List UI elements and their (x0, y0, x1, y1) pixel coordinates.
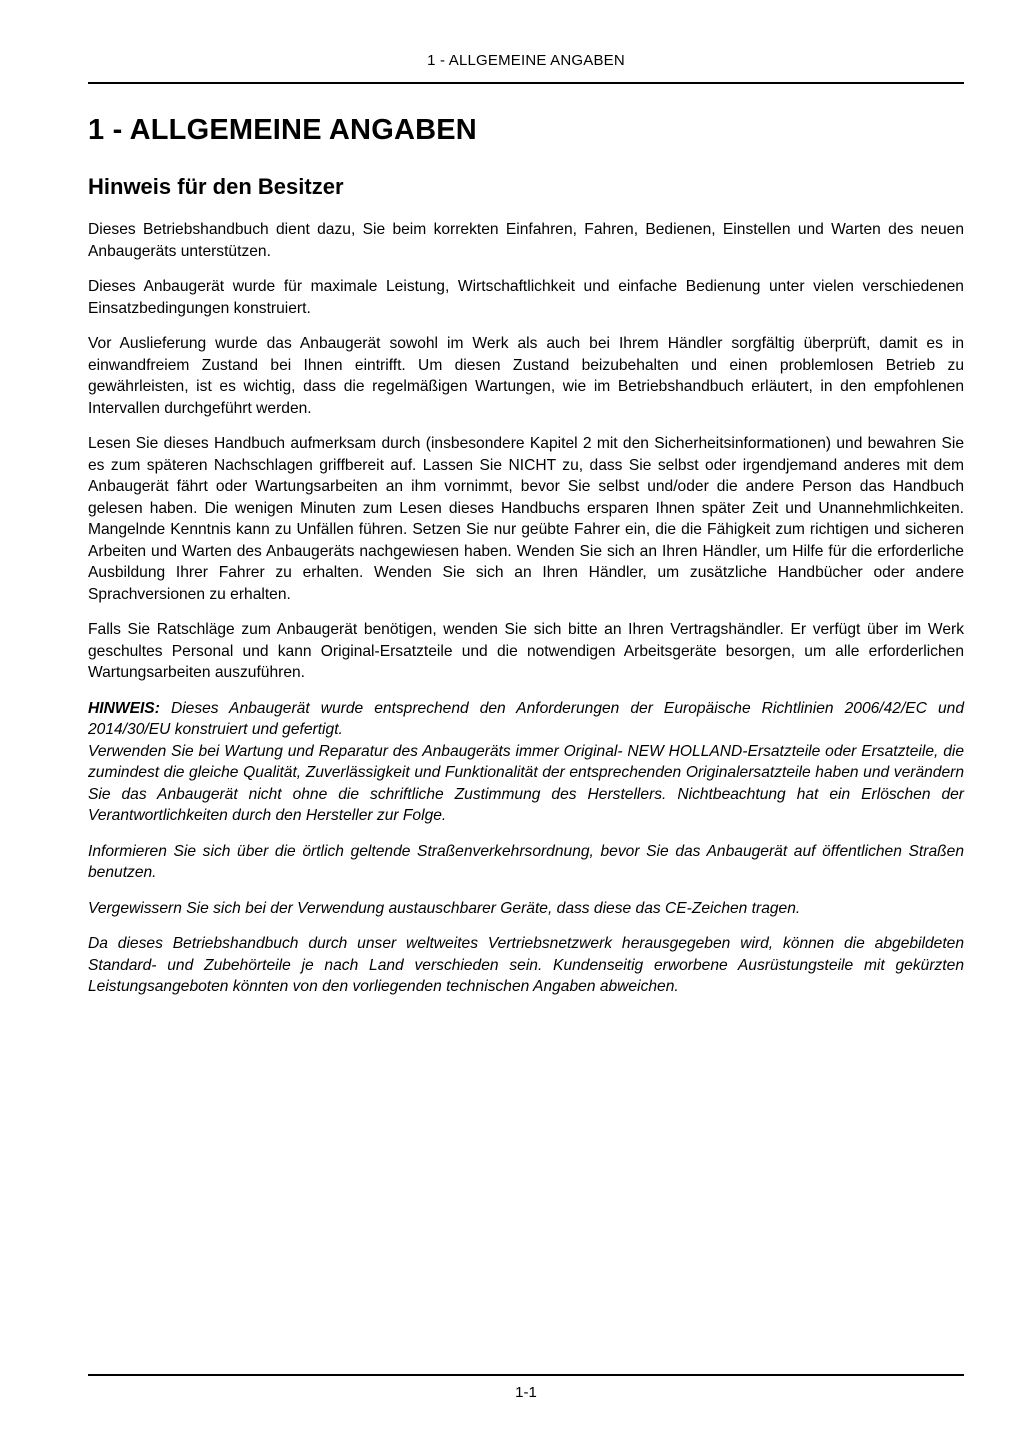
running-header: 1 - ALLGEMEINE ANGABEN (427, 52, 625, 69)
chapter-title: 1 - ALLGEMEINE ANGABEN (88, 114, 477, 146)
page-number: 1-1 (515, 1384, 537, 1401)
paragraph: Da dieses Betriebshandbuch durch unser weltweites Vertriebsnetzwerk herausgegeben wird, können die abgebildeten Standard- und Zubehörteile je nach Land verschieden sein. Kundenseitig erworbene Ausrüstungsteile mit gekürzten Leistungsangeboten könnten von den vorliegenden technischen Angaben abweichen. (88, 935, 964, 995)
page-content (88, 52, 964, 998)
paragraph-hinweis (88, 698, 964, 827)
paragraph: Vergewissern Sie sich bei der Verwendung austauschbarer Geräte, dass diese das CE-Zeichen tragen. (88, 899, 801, 917)
paragraph-text: Verwenden Sie bei Wartung und Reparatur des Anbaugeräts immer Original- NEW HOLLAND-Ersatzteile oder Ersatzteile, die zumindest die gleiche Qualität, Zuverlässigkeit und Funktionalität der entsprechenden Originalersatzteile haben und verändern Sie das Anbaugerät nicht ohne die schriftliche Zustimmung des Herstellers. Nichtbeachtung hat ein Erlöschen der Verantwortlichkeiten durch den Hersteller zur Folge. (88, 742, 964, 824)
paragraph: Vor Auslieferung wurde das Anbaugerät sowohl im Werk als auch bei Ihrem Händler sorgfältig überprüft, damit es in einwandfreiem Zustand bei Ihnen eintrifft. Um diesen Zustand beizubehalten und einen problemlosen Betrieb zu gewährleisten, ist es wichtig, dass die regelmäßigen Wartungen, wie im Betriebshandbuch erläutert, in den empfohlenen Intervallen durchgeführt werden. (88, 335, 964, 417)
paragraph: Lesen Sie dieses Handbuch aufmerksam durch (insbesondere Kapitel 2 mit den Sicherheitsinformationen) und bewahren Sie es zum späteren Nachschlagen griffbereit auf. Lassen Sie NICHT zu, dass Sie selbst oder irgendjemand anderes mit dem Anbaugerät fährt oder Wartungsarbeiten an ihm vornimmt, bevor Sie selbst und/oder die andere Person das Handbuch gelesen haben. Die wenigen Minuten zum Lesen dieses Handbuchs ersparen Ihnen später Zeit und Unannehmlichkeiten. Mangelnde Kenntnis kann zu Unfällen führen. Setzen Sie nur geübte Fahrer ein, die die Fähigkeit zum richtigen und sicheren Arbeiten und Warten des Anbaugeräts nachgewiesen haben. Wenden Sie sich an Ihren Händler, um Hilfe für die erforderliche Ausbildung Ihrer Fahrer zu erhalten. Wenden Sie sich an Ihren Händler, um zusätzliche Handbücher oder andere Sprachversionen zu erhalten. (88, 435, 964, 603)
hinweis-label: HINWEIS: (88, 699, 160, 717)
paragraph-text: Dieses Anbaugerät wurde entsprechend den Anforderungen der Europäische Richtlinien 2006/42/EC und 2014/30/EU konstruiert und gefertigt. (88, 699, 964, 738)
section-title: Hinweis für den Besitzer (88, 174, 344, 199)
header-divider (88, 82, 964, 84)
paragraph: Dieses Betriebshandbuch dient dazu, Sie beim korrekten Einfahren, Fahren, Bedienen, Einstellen und Warten des neuen Anbaugeräts unterstützen. (88, 221, 964, 260)
paragraph: Informieren Sie sich über die örtlich geltende Straßenverkehrsordnung, bevor Sie das Anbaugerät auf öffentlichen Straßen benutzen. (88, 842, 964, 881)
running-footer (88, 1374, 964, 1401)
paragraph: Dieses Anbaugerät wurde für maximale Leistung, Wirtschaftlichkeit und einfache Bedienung unter vielen verschiedenen Einsatzbedingungen konstruiert. (88, 278, 964, 317)
paragraph: Falls Sie Ratschläge zum Anbaugerät benötigen, wenden Sie sich bitte an Ihren Vertragshändler. Er verfügt über im Werk geschultes Personal und kann Original-Ersatzteile und die notwendigen Arbeitsgeräte besorgen, um alle erforderlichen Wartungsarbeiten auszuführen. (88, 621, 964, 681)
footer-divider (88, 1374, 964, 1376)
